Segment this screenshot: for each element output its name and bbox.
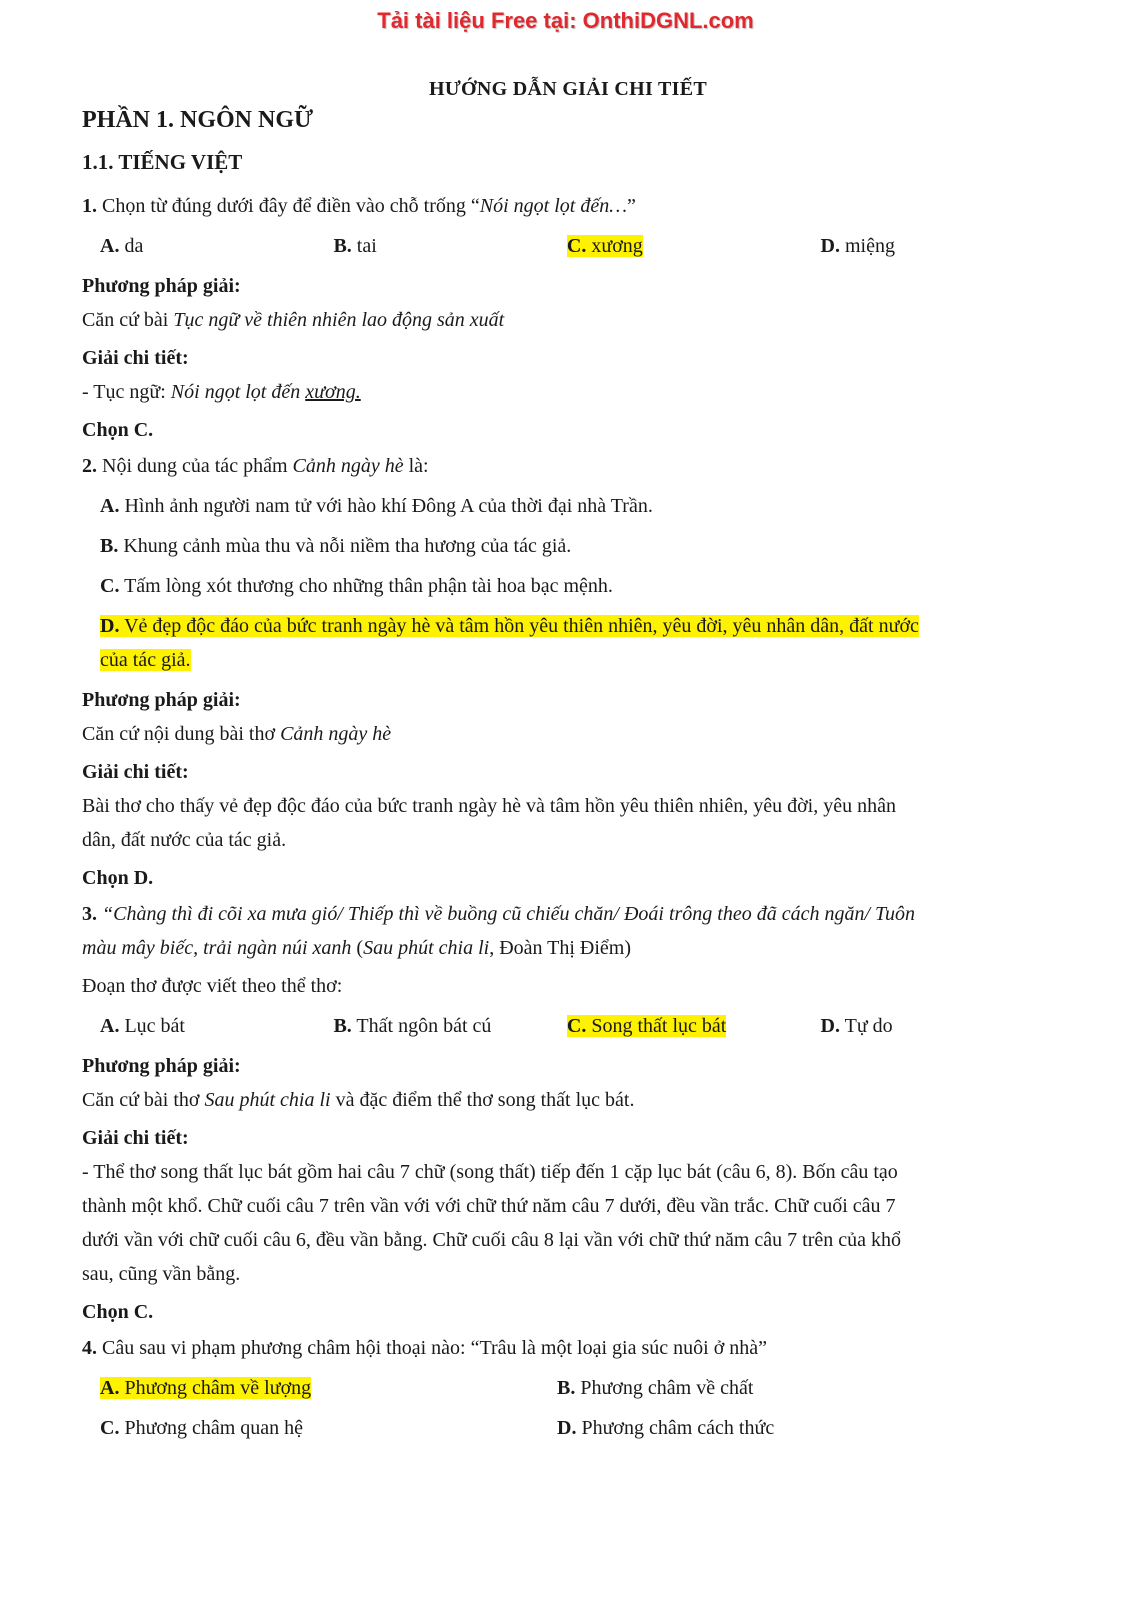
q1-options [82,229,1054,263]
question-1 [82,189,1054,223]
option-key: B. [557,1377,576,1399]
q3-detail-line-2: thành một khổ. Chữ cuối câu 7 trên vần với với chữ thứ năm câu 7 dưới, đều vần trắc. Chữ cuối câu 7 [82,1195,896,1217]
detail-text: - Tục ngữ: [82,381,171,403]
option-key: D. [820,235,840,257]
question-number: 4. [82,1337,97,1359]
option-text: Vẻ đẹp độc đáo của bức tranh ngày hè và tâm hồn yêu thiên nhiên, yêu đời, yêu nhân dân, đất nước [119,615,919,637]
q2-detail-line-1: Bài thơ cho thấy vẻ đẹp độc đáo của bức tranh ngày hè và tâm hồn yêu thiên nhiên, yêu đời, yêu nhân [82,795,896,817]
option-key: B. [333,235,352,257]
detail-label: Giải chi tiết: [82,347,189,369]
option-text-continued: của tác giả. [100,649,191,671]
section-title: 1.1. TIẾNG VIỆT [82,150,243,174]
poem-quote-line-2: màu mây biếc, trải ngàn núi xanh [82,937,352,959]
option-text: Tấm lòng xót thương cho những thân phận tài hoa bạc mệnh. [119,575,613,597]
source-author: , Đoàn Thị Điểm) [489,937,632,959]
q2-options [82,489,1054,677]
q3-detail-line-4: sau, cũng vần bằng. [82,1263,241,1285]
option-key: D. [820,1015,840,1037]
question-number: 1. [82,195,97,217]
method-italic: Sau phút chia li [204,1089,331,1111]
option-key: C. [100,1417,120,1439]
q4-option-b [557,1371,1014,1405]
option-key: B. [100,535,119,557]
option-key: B. [333,1015,352,1037]
source-title: Sau phút chia li [363,937,490,959]
question-text-italic: Cảnh ngày hè [292,455,404,477]
q3-option-d [821,1009,1054,1043]
document-title: HƯỚNG DẪN GIẢI CHI TIẾT [428,78,708,100]
option-text: Lục bát [119,1015,185,1037]
q3-option-a [100,1009,333,1043]
question-4 [82,1331,1054,1365]
option-key: A. [100,495,120,517]
method-label: Phương pháp giải: [82,1055,241,1077]
q1-option-b [333,229,566,263]
q2-option-d-continued [82,643,1054,677]
option-text: Tự do [839,1015,893,1037]
question-number: 3. [82,903,97,925]
option-key: D. [100,615,120,637]
detail-label: Giải chi tiết: [82,1127,189,1149]
q4-option-d [557,1411,1014,1445]
q2-option-d-correct [82,609,1054,643]
method-italic: Cảnh ngày hè [280,723,392,745]
q3-prompt: Đoạn thơ được viết theo thể thơ: [82,975,343,997]
method-text: Căn cứ bài thơ [82,1089,205,1111]
part-title: PHẦN 1. NGÔN NGỮ [82,107,314,133]
option-text: Hình ảnh người nam tử với hào khí Đông A của thời đại nhà Trần. [119,495,653,517]
q1-option-d [821,229,1054,263]
q1-option-a [100,229,333,263]
q3-option-c-correct [567,1009,821,1043]
option-text: tai [351,235,377,257]
q1-detail [82,375,1054,409]
option-text: Phương châm về chất [575,1377,754,1399]
option-key: A. [100,1377,120,1399]
option-key: A. [100,235,120,257]
q4-option-a-correct [100,1371,557,1405]
q3-options [82,1009,1054,1043]
q2-option-b [82,529,1054,563]
question-3 [82,897,1054,931]
method-label: Phương pháp giải: [82,689,241,711]
q2-option-a [82,489,1054,523]
question-text-italic: Nói ngọt lọt đến… [479,195,627,217]
method-text: Căn cứ bài [82,309,174,331]
option-text: Khung cảnh mùa thu và nỗi niềm tha hương của tác giả. [118,535,572,557]
poem-quote-line-1: “Chàng thì đi cõi xa mưa gió/ Thiếp thì về buồng cũ chiếu chăn/ Đoái trông theo đã cách ngăn/ Tuôn [97,903,916,925]
option-text: Phương châm cách thức [576,1417,775,1439]
q1-option-c-correct [567,229,821,263]
question-text: Câu sau vi phạm phương châm hội thoại nào: “Trâu là một loại gia súc nuôi ở nhà” [97,1337,768,1359]
detail-italic: Nói ngọt lọt đến [170,381,306,403]
method-label: Phương pháp giải: [82,275,241,297]
question-text-end: là: [403,455,429,477]
method-text-end: và đặc điểm thể thơ song thất lục bát. [330,1089,635,1111]
option-key: D. [557,1417,577,1439]
question-2 [82,449,1054,483]
q3-detail-line-3: dưới vần với chữ cuối câu 6, đều vần bằng. Chữ cuối câu 8 lại vần với chữ thứ năm câu 7 trên của khổ [82,1229,902,1251]
question-number: 2. [82,455,97,477]
q2-detail-line-2: dân, đất nước của tác giả. [82,829,287,851]
option-key: C. [566,1015,587,1037]
q2-answer: Chọn D. [82,867,154,889]
q1-answer: Chọn C. [82,419,154,441]
question-text: Chọn từ đúng dưới đây để điền vào chỗ trống “ [97,195,480,217]
method-italic: Tục ngữ về thiên nhiên lao động sản xuất [173,309,505,331]
site-watermark: Tải tài liệu Free tại: OnthiDGNL.com [377,8,754,33]
document-page [82,78,1054,1451]
option-text: Phương châm quan hệ [119,1417,304,1439]
question-text: Nội dung của tác phẩm [97,455,293,477]
method-text: Căn cứ nội dung bài thơ [82,723,281,745]
option-text: miệng [839,235,895,257]
detail-underlined: xương. [305,381,361,403]
option-text: Song thất lục bát [586,1015,727,1037]
option-key: C. [100,575,120,597]
option-key: C. [566,235,587,257]
q2-method [82,717,1054,751]
option-text: Phương châm về lượng [119,1377,312,1399]
q3-option-b [333,1009,566,1043]
option-text: Thất ngôn bát cú [351,1015,492,1037]
option-text: da [119,235,144,257]
detail-label: Giải chi tiết: [82,761,189,783]
q4-options [82,1371,1054,1451]
question-text-end: ” [626,195,636,217]
q3-method [82,1083,1054,1117]
q3-detail-line-1: - Thể thơ song thất lục bát gồm hai câu 7 chữ (song thất) tiếp đến 1 cặp lục bát (câu 6, 8). Bốn câu tạo [82,1161,898,1183]
option-key: A. [100,1015,120,1037]
q2-option-c [82,569,1054,603]
q3-answer: Chọn C. [82,1301,154,1323]
q4-option-c [100,1411,557,1445]
option-text: xương [586,235,643,257]
question-3-continued [82,931,1054,965]
source-open: ( [351,937,364,959]
q1-method [82,303,1054,337]
